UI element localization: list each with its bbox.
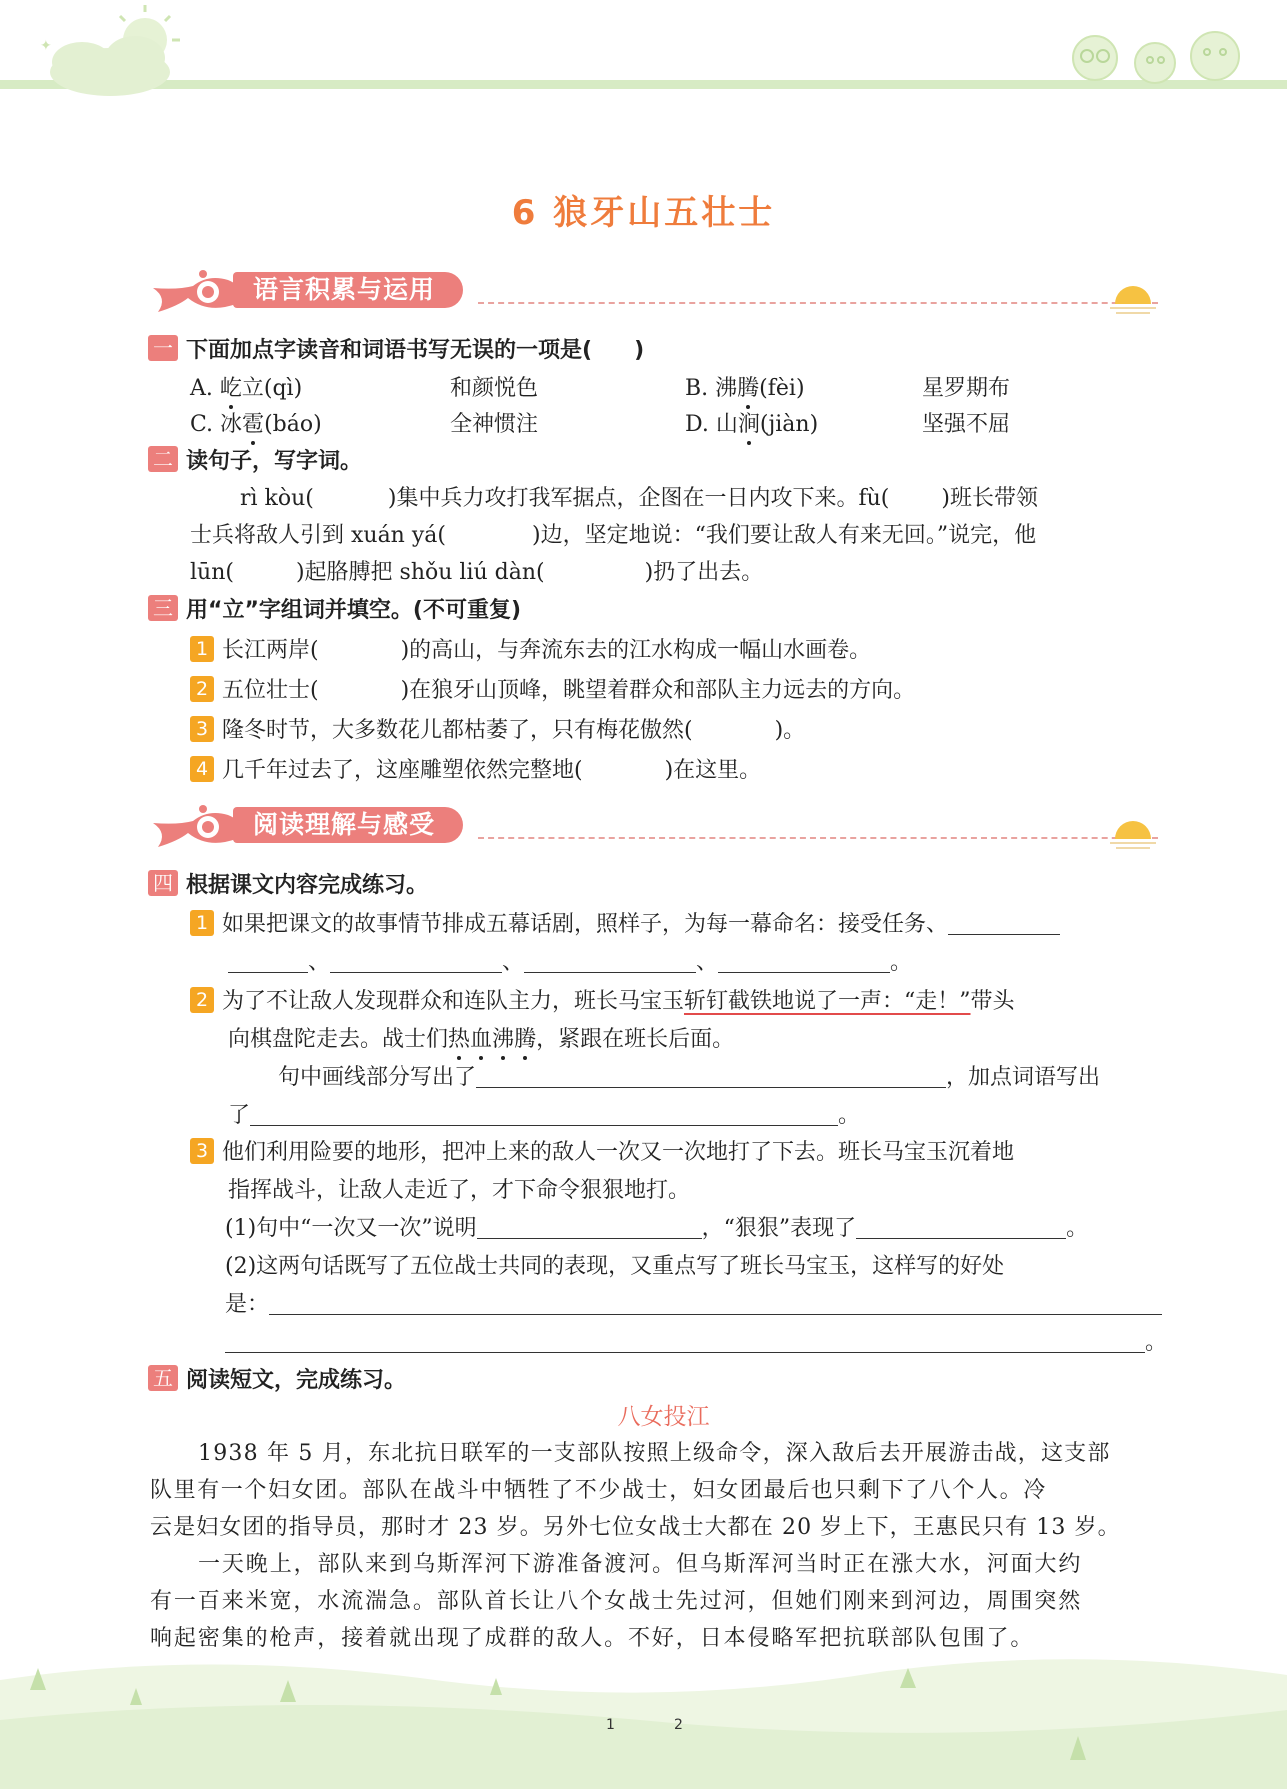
answer-line[interactable] (269, 1314, 1162, 1315)
q4-item-3-q2-answer2: 。 (225, 1325, 1167, 1356)
q3-item-1: 1 长江两岸( )的高山，与奔流东去的江水构成一幅山水画卷。 (190, 633, 871, 664)
story-paragraph-2-line-1: 一天晚上，部队来到乌斯浑河下游准备渡河。但乌斯浑河当时正在涨大水，河面大约 (198, 1552, 1083, 1577)
answer-line[interactable] (524, 972, 696, 973)
q4-item-2-line2: 向棋盘陀走去。战士们热血沸腾，紧跟在班长后面。 (228, 1027, 735, 1052)
question-number: 四 (148, 870, 178, 896)
q4-item-3-q2-answer: 是： (225, 1287, 1162, 1318)
animals-decoration (1055, 18, 1255, 88)
question-1-title: 一 下面加点字读音和词语书写无误的一项是( ) (148, 333, 644, 364)
q4-item-2: 2 为了不让敌人发现群众和连队主力，班长马宝玉斩钉截铁地说了一声：“走！”带头 (190, 984, 1015, 1015)
option-b: B. 沸腾(fèi) (685, 376, 805, 401)
option-b-word: 星罗期布 (922, 376, 1011, 401)
q4-item-1-blanks: 、 、 、 。 (228, 945, 912, 976)
q4-item-3-line2: 指挥战斗，让敌人走近了，才下命令狠狠地打。 (228, 1178, 691, 1203)
story-paragraph-1-line-1: 1938 年 5 月，东北抗日联军的一支部队按照上级命令，深入敌后去开展游击战，这支部 (198, 1441, 1111, 1466)
sunset-icon (1108, 811, 1158, 851)
q4-item-3-q2: (2)这两句话既写了五位战士共同的表现，又重点写了班长马宝玉，这样写的好处 (225, 1254, 1005, 1279)
q4-item-1: 1 如果把课文的故事情节排成五幕话剧，照样子，为每一幕命名：接受任务、 (190, 907, 1060, 938)
option-c: C. 冰雹(báo) (190, 412, 322, 437)
q4-item-3-q1: (1)句中“一次又一次”说明 ，“狠狠”表现了 。 (225, 1216, 1089, 1241)
option-c-word: 全神惯注 (450, 412, 539, 437)
answer-line[interactable] (228, 972, 308, 973)
q4-item-3: 3 他们利用险要的地形，把冲上来的敌人一次又一次地打了下去。班长马宝玉沉着地 (190, 1135, 1014, 1166)
sunset-icon (1108, 276, 1158, 316)
question-5-title: 五 阅读短文，完成练习。 (148, 1363, 406, 1394)
question-2-title: 二 读句子，写字词。 (148, 444, 362, 475)
q2-line-1: rì kòu( )集中兵力攻打我军据点，企图在一日内攻下来。fù( )班长带领 (240, 486, 1038, 511)
section-title-1: 语言积累与运用 (233, 272, 463, 308)
answer-line[interactable] (477, 1238, 702, 1239)
question-number: 三 (148, 595, 178, 621)
story-paragraph-1-line-3: 云是妇女团的指导员，那时才 23 岁。另外七位女战士大都在 20 岁上下，王惠民只有 13 岁。 (150, 1515, 1121, 1540)
section-banner-2 (148, 803, 1158, 849)
answer-line[interactable] (330, 972, 502, 973)
section-divider (478, 837, 1158, 839)
question-number: 一 (148, 335, 178, 361)
q4-item-2-line3: 句中画线部分写出了 ，加点词语写出 (278, 1065, 1101, 1090)
answer-line[interactable] (718, 972, 890, 973)
svg-text:✦: ✦ (40, 38, 52, 54)
story-paragraph-2-line-2: 有一百来米宽，水流湍急。部队首长让八个女战士先过河，但她们刚来到河边，周围突然 (150, 1589, 1083, 1614)
question-4-title: 四 根据课文内容完成练习。 (148, 868, 428, 899)
cloud-sun-decoration (10, 0, 200, 100)
page-number-left: 1 (606, 1717, 615, 1733)
option-d: D. 山涧(jiàn) (685, 412, 819, 437)
option-a: A. 屹立(qì) (190, 376, 303, 401)
question-3-title: 三 用“立”字组词并填空。(不可重复) (148, 593, 521, 624)
section-title-2: 阅读理解与感受 (233, 807, 463, 843)
question-number: 二 (148, 446, 178, 472)
q2-line-3: lūn( )起胳膊把 shǒu liú dàn( )扔了出去。 (190, 560, 764, 585)
footer-hills (0, 1650, 1287, 1789)
q3-item-4: 4 几千年过去了，这座雕塑依然完整地( )在这里。 (190, 753, 761, 784)
answer-line[interactable] (225, 1352, 1145, 1353)
story-paragraph-1-line-2: 队里有一个妇女团。部队在战斗中牺牲了不少战士，妇女团最后也只剩下了八个人。冷 (150, 1478, 1047, 1503)
answer-line[interactable] (250, 1125, 838, 1126)
answer-line[interactable] (856, 1238, 1066, 1239)
page-number-right: 2 (674, 1717, 683, 1733)
section-banner-1 (148, 268, 1158, 314)
q3-item-3: 3 隆冬时节，大多数花儿都枯萎了，只有梅花傲然( )。 (190, 713, 805, 744)
answer-line[interactable] (476, 1087, 946, 1088)
q3-item-2: 2 五位壮士( )在狼牙山顶峰，眺望着群众和部队主力远去的方向。 (190, 673, 915, 704)
option-d-word: 坚强不屈 (922, 412, 1011, 437)
section-divider (478, 302, 1158, 304)
story-title: 八女投江 (617, 1404, 710, 1430)
story-paragraph-2-line-3: 响起密集的枪声，接着就出现了成群的敌人。不好，日本侵略军把抗联部队包围了。 (150, 1626, 1035, 1651)
q4-item-2-line4: 了 。 (228, 1103, 861, 1128)
q2-line-2: 士兵将敌人引到 xuán yá( )边，坚定地说：“我们要让敌人有来无回。”说完，他 (190, 523, 1037, 548)
page-title: 6 狼牙山五壮士 (511, 193, 776, 233)
underlined-phrase: 斩钉截铁地说了一声：“走！” (684, 989, 971, 1014)
answer-line[interactable] (948, 934, 1060, 935)
question-number: 五 (148, 1365, 178, 1391)
option-a-word: 和颜悦色 (450, 376, 539, 401)
